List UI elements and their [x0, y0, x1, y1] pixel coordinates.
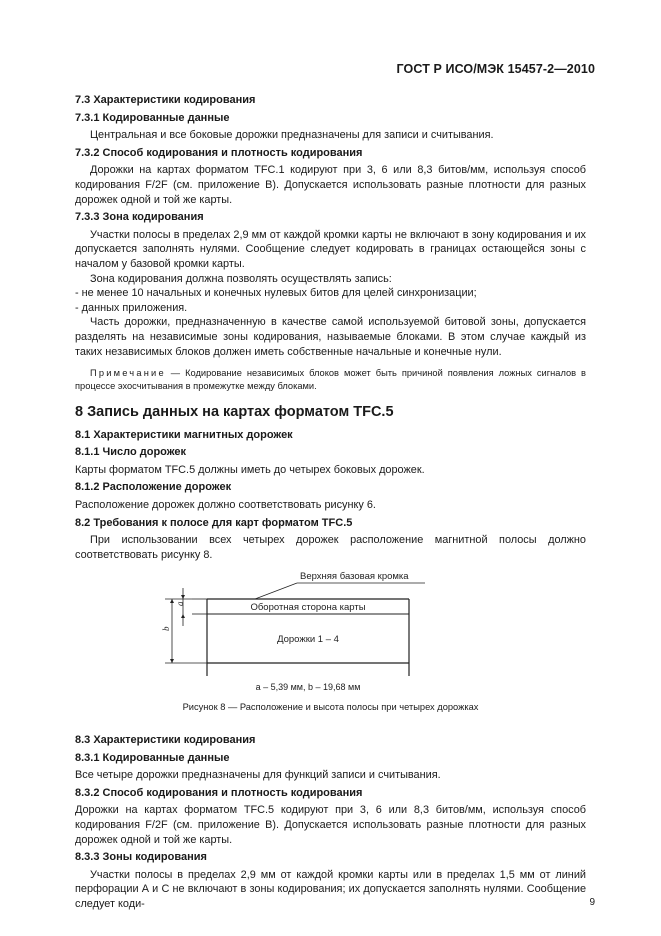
- heading-8-3-1: 8.3.1 Кодированные данные: [75, 751, 230, 764]
- heading-7-3: 7.3 Характеристики кодирования: [75, 94, 256, 106]
- document-body: [75, 93, 586, 915]
- heading-8-1-1: 8.1.1 Число дорожек: [75, 446, 187, 459]
- heading-8-3-3: 8.3.3 Зоны кодирования: [75, 851, 207, 864]
- paragraph: Дорожки на картах форматом TFC.1 кодируют при 3, 6 или 8,3 битов/мм, используя способ кодирования F/2F (см. приложение В). Допускается использовать разные плотности для разных дорожек одной и той же карты.: [75, 164, 586, 206]
- heading-7-3-3: 7.3.3 Зона кодирования: [75, 211, 204, 224]
- heading-8-1: 8.1 Характеристики магнитных дорожек: [75, 428, 293, 441]
- tracks-label: Дорожки 1 – 4: [277, 634, 339, 646]
- heading-7-3-1: 7.3.1 Кодированные данные: [75, 111, 230, 124]
- heading-8-1-2: 8.1.2 Расположение дорожек: [75, 481, 232, 494]
- heading-8-2: 8.2 Требования к полосе для карт форматом TFC.5: [75, 516, 353, 529]
- paragraph: При использовании всех четырех дорожек расположение магнитной полосы должно соответствовать рисунку 8.: [75, 534, 586, 561]
- svg-text:a: a: [175, 601, 185, 607]
- back-side-label: Оборотная сторона карты: [250, 602, 366, 614]
- dims-text: a – 5,39 мм, b – 19,68 мм: [255, 682, 361, 693]
- heading-8-3: 8.3 Характеристики кодирования: [75, 734, 256, 747]
- paragraph: Карты форматом TFC.5 должны иметь до четырех боковых дорожек.: [75, 463, 425, 476]
- heading-7-3-2: 7.3.2 Способ кодирования и плотность кодирования: [75, 146, 363, 159]
- list-item: - не менее 10 начальных и конечных нулевых битов для целей синхронизации;: [75, 287, 477, 300]
- paragraph: Зона кодирования должна позволять осуществлять запись:: [90, 272, 392, 285]
- heading-8: 8 Запись данных на картах форматом TFC.5: [75, 404, 394, 421]
- figure-caption: Рисунок 8 — Расположение и высота полосы при четырех дорожках: [182, 702, 479, 713]
- paragraph: Дорожки на картах форматом TFC.5 кодируют при 3, 6 или 8,3 битов/мм, используя способ кодирования F/2F (см. приложение В). Допускается использовать разные плотности для разных дорожек одной и той же карты.: [75, 804, 586, 846]
- svg-text:b: b: [161, 626, 171, 632]
- document-header: ГОСТ Р ИСО/МЭК 15457-2—2010: [396, 62, 595, 76]
- paragraph: Часть дорожки, предназначенную в качестве самой используемой битовой зоны, допускается разделять на независимые зоны кодирования, называемые блоками. В этом случае каждый из таких независимых блоков должен иметь собственные начальные и конечные нули.: [75, 316, 586, 358]
- note: [75, 367, 586, 393]
- paragraph: Все четыре дорожки предназначены для функций записи и считывания.: [75, 769, 441, 782]
- paragraph: Участки полосы в пределах 2,9 мм от каждой кромки карты или в пределах 1,5 мм от линий перфорации А и С не включают в зоны кодирования; их допускается заполнять нулями. Сообщение следует коди-: [75, 868, 586, 910]
- top-edge-label: Верхняя базовая кромка: [300, 571, 409, 583]
- paragraph: Центральная и все боковые дорожки предназначены для записи и считывания.: [90, 129, 494, 142]
- list-item: - данных приложения.: [75, 301, 188, 314]
- stripe-diagram: [75, 566, 586, 696]
- note-text: — Кодирование независимых блоков может быть причиной появления ложных сигналов в процессе эхосчитывания в промежутке между блоками.: [75, 368, 586, 392]
- note-label: Примечание: [90, 368, 166, 379]
- heading-8-3-2: 8.3.2 Способ кодирования и плотность кодирования: [75, 786, 363, 799]
- paragraph: Расположение дорожек должно соответствовать рисунку 6.: [75, 499, 376, 512]
- figure-8: [75, 566, 586, 696]
- paragraph: Участки полосы в пределах 2,9 мм от каждой кромки карты не включают в зону кодирования и их допускается заполнять нулями. Сообщение следует кодировать в границах остающейся зоны с началом у базовой кромки карты.: [75, 228, 586, 270]
- page-number: 9: [589, 897, 595, 908]
